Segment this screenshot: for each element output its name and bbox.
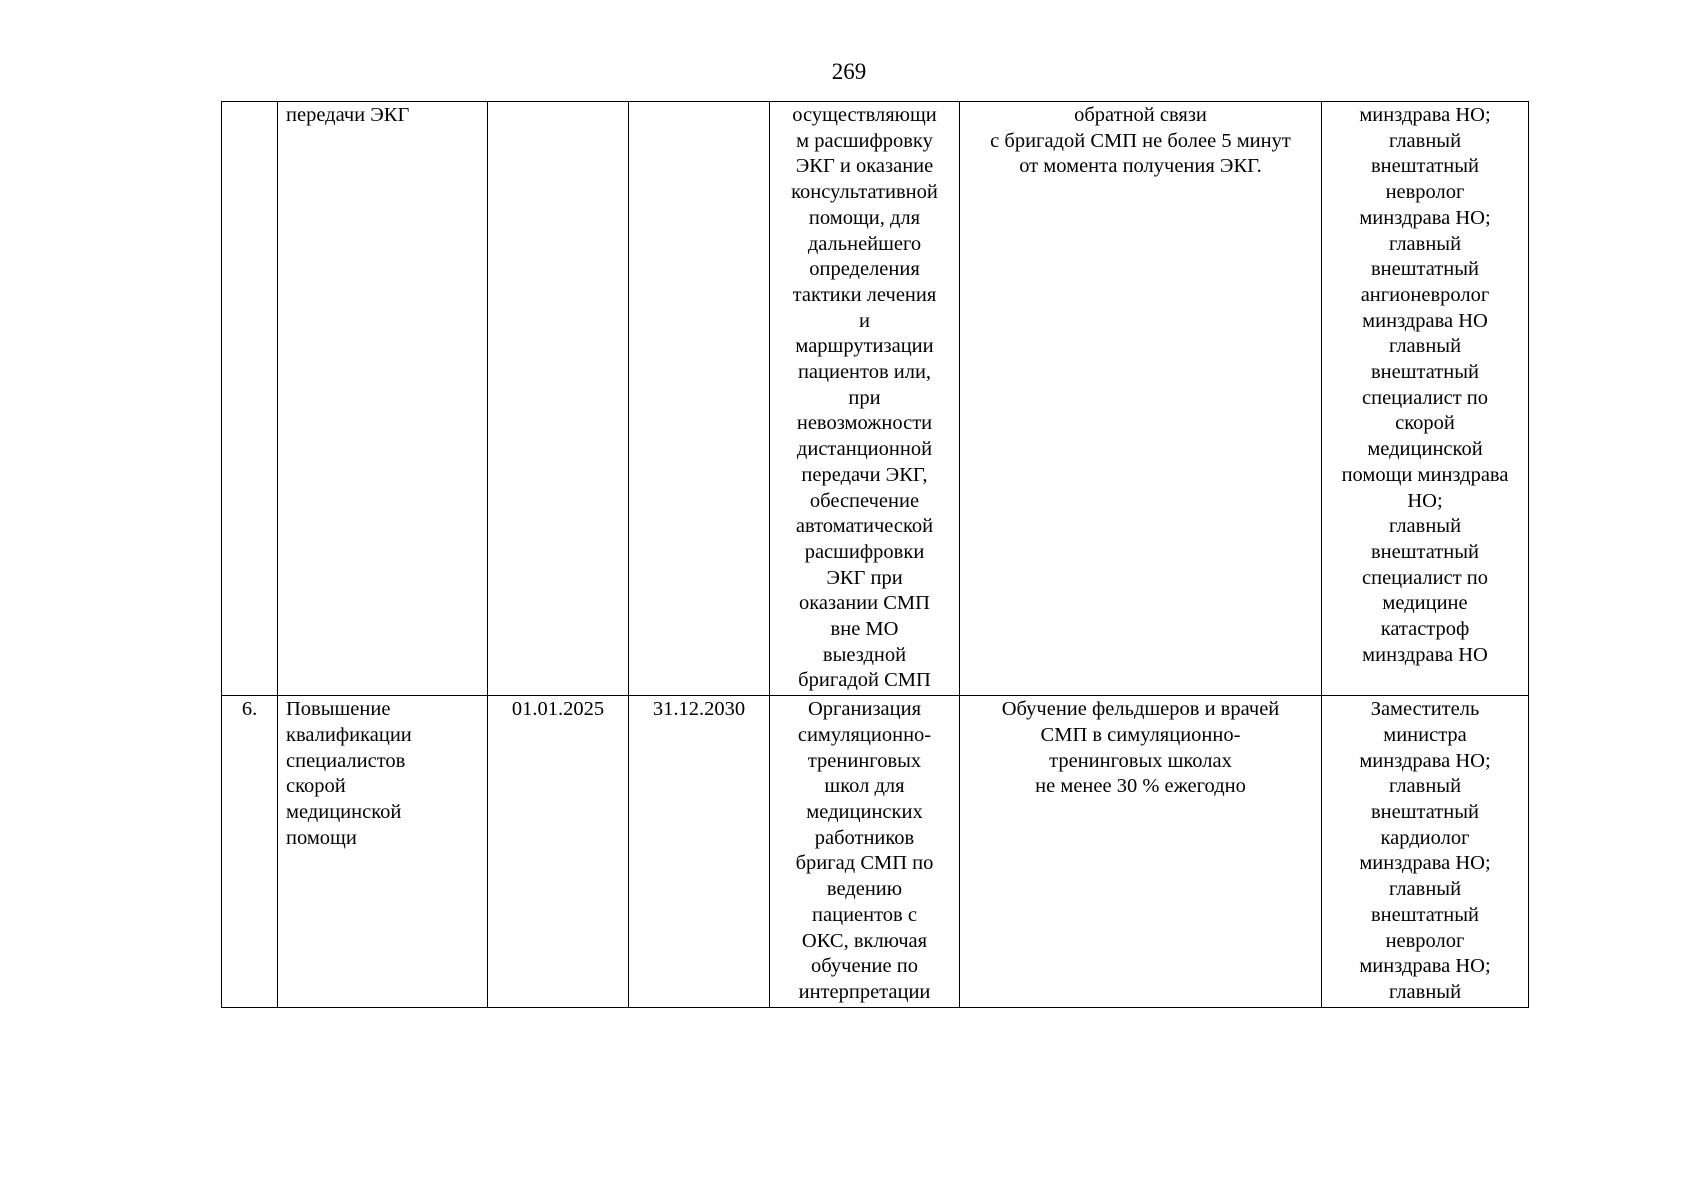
action-line: ЭКГ и оказание	[795, 155, 934, 178]
action-line: автоматической	[795, 515, 934, 538]
responsible-line: внештатный	[1371, 903, 1479, 926]
page-number: 269	[831, 59, 867, 84]
responsible-line: невролог	[1385, 929, 1465, 952]
action-line: вне МО	[830, 618, 899, 641]
action-line: дистанционной	[796, 438, 933, 461]
responsible-line: главный	[1388, 775, 1462, 798]
action-line: маршрутизации	[795, 335, 934, 358]
action-line: Организация	[807, 698, 922, 721]
start-date-cell	[488, 102, 629, 696]
action-line: медицинских	[806, 800, 923, 823]
expected-result-cell	[960, 102, 1322, 696]
action-line: расшифровки	[804, 540, 925, 563]
responsible-line: внештатный	[1371, 540, 1479, 563]
result-line: Обучение фельдшеров и врачей	[1001, 698, 1280, 721]
action-line: школ для	[824, 775, 905, 798]
action-line: осуществляющи	[792, 104, 937, 126]
result-line: тренинговых школах	[1049, 749, 1232, 772]
responsible-line: внештатный	[1371, 361, 1479, 384]
start-date-cell: 01.01.2025	[488, 696, 629, 1007]
responsible-line: медицинской	[1367, 438, 1483, 461]
action-line: оказании СМП	[799, 592, 930, 615]
action-line: тренинговых	[807, 749, 922, 772]
action-line: обеспечение	[809, 489, 920, 512]
action-line: ОКС, включая	[801, 929, 928, 952]
action-line: помощи, для	[808, 206, 921, 229]
action-line: ЭКГ при	[826, 566, 903, 589]
action-line: работников	[814, 826, 915, 849]
responsible-line: главный	[1388, 335, 1462, 358]
end-date-cell	[629, 102, 770, 696]
end-date-cell: 31.12.2030	[629, 696, 770, 1007]
action-line: консультативной	[791, 181, 938, 204]
action-line: симуляционно-	[797, 723, 932, 746]
responsible-line: главный	[1388, 129, 1462, 152]
responsible-line: медицине	[1382, 592, 1468, 615]
responsible-line: внештатный	[1371, 800, 1479, 823]
measure-name-line: Повышение	[286, 698, 391, 721]
responsible-line: минздрава НО	[1362, 643, 1488, 666]
responsible-line: главный	[1388, 232, 1462, 255]
action-line: бригадой СМП	[798, 669, 931, 692]
measure-name-line: помощи	[286, 826, 357, 849]
action-line: бригад СМП по	[795, 852, 934, 875]
responsible-line: минздрава НО;	[1359, 749, 1491, 772]
responsible-line: главный	[1388, 980, 1462, 1003]
responsible-line: специалист по	[1362, 566, 1488, 589]
row-number-cell	[222, 102, 278, 696]
responsible-line: скорой	[1395, 412, 1455, 435]
responsible-line: внештатный	[1371, 155, 1479, 178]
measure-name-line: квалификации	[286, 723, 412, 746]
action-line: выездной	[822, 643, 907, 666]
measure-name-cell	[278, 102, 488, 696]
measures-table	[221, 101, 1529, 1008]
action-line: определения	[809, 258, 920, 281]
result-line: обратной связи	[1074, 104, 1207, 126]
result-line: от момента получения ЭКГ.	[1019, 155, 1262, 178]
action-line: тактики лечения	[792, 283, 937, 306]
responsible-cell	[1322, 102, 1529, 696]
responsible-line: главный	[1388, 515, 1462, 538]
action-line: и	[859, 309, 870, 332]
action-line: пациентов или,	[797, 361, 932, 384]
responsible-line: НО;	[1407, 489, 1443, 512]
table-row	[222, 102, 1529, 696]
measure-name-line: скорой	[286, 775, 346, 798]
result-line: с бригадой СМП не более 5 минут	[990, 129, 1291, 152]
action-line: передачи ЭКГ,	[801, 463, 928, 486]
action-line: пациентов с	[812, 903, 917, 926]
measure-name-line: медицинской	[286, 800, 402, 823]
responsible-line: главный	[1388, 878, 1462, 901]
responsible-line: специалист по	[1362, 386, 1488, 409]
measure-name-line: специалистов	[286, 749, 406, 772]
measure-name-line: передачи ЭКГ	[286, 104, 410, 126]
responsible-line: минздрава НО;	[1359, 206, 1491, 229]
action-line: ведению	[826, 878, 903, 901]
responsible-line: катастроф	[1380, 618, 1470, 641]
responsible-line: ангионевролог	[1360, 283, 1490, 306]
result-line: не менее 30 % ежегодно	[1035, 775, 1246, 798]
measure-name-cell	[278, 696, 488, 1007]
responsible-line: невролог	[1385, 181, 1465, 204]
action-line: дальнейшего	[807, 232, 922, 255]
action-line: интерпретации	[798, 980, 931, 1003]
responsible-line: Заместитель	[1370, 698, 1480, 721]
responsible-line: минздрава НО	[1362, 309, 1488, 332]
action-cell	[770, 102, 960, 696]
responsible-line: минздрава НО;	[1359, 852, 1491, 875]
responsible-line: помощи минздрава	[1341, 463, 1509, 486]
table-row	[222, 696, 1529, 1007]
responsible-line: министра	[1383, 723, 1467, 746]
responsible-line: кардиолог	[1380, 826, 1470, 849]
row-number-cell: 6.	[222, 696, 278, 1007]
action-line: невозможности	[796, 412, 933, 435]
action-cell	[770, 696, 960, 1007]
responsible-line: минздрава НО;	[1359, 104, 1491, 126]
responsible-line: минздрава НО;	[1359, 955, 1491, 978]
action-line: обучение по	[811, 955, 918, 978]
action-line: м расшифровку	[796, 129, 933, 152]
action-line: при	[848, 386, 881, 409]
expected-result-cell	[960, 696, 1322, 1007]
responsible-cell	[1322, 696, 1529, 1007]
result-line: СМП в симуляционно-	[1040, 723, 1241, 746]
responsible-line: внештатный	[1371, 258, 1479, 281]
